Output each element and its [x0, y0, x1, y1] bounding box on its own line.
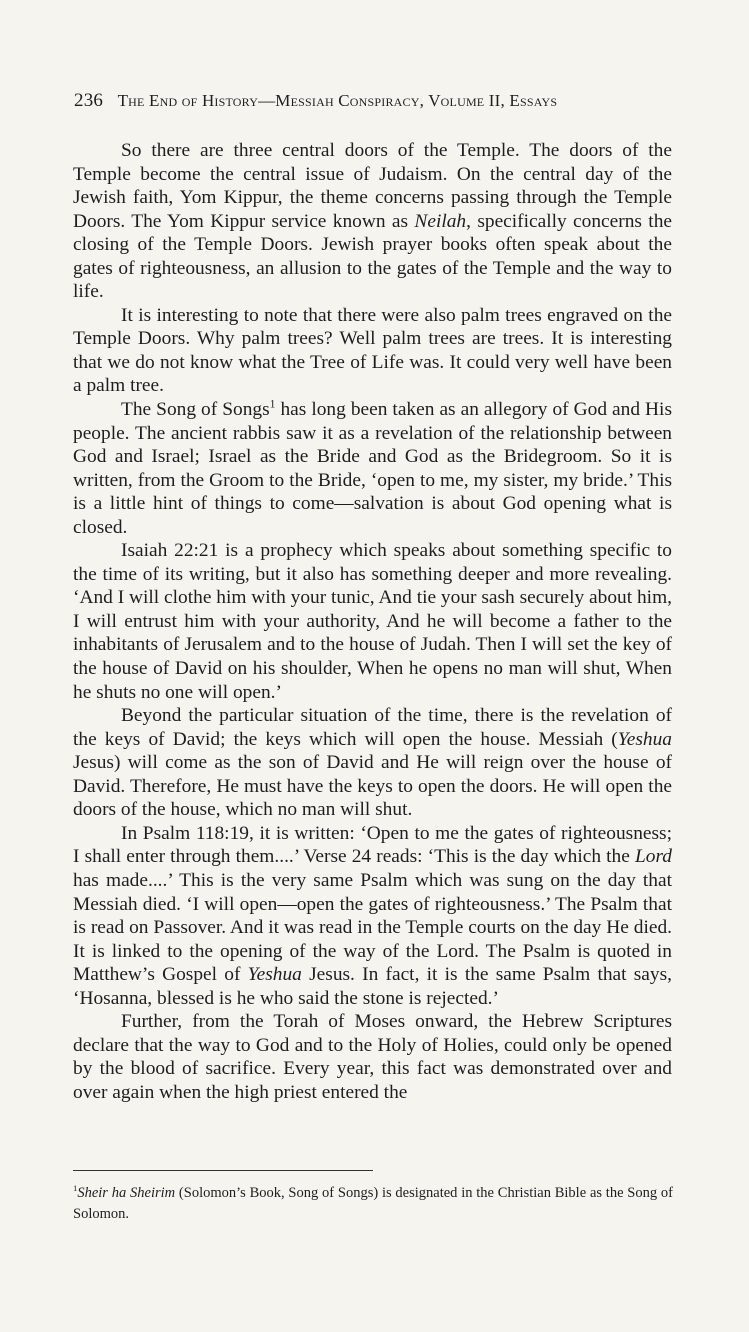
paragraph: Further, from the Torah of Moses onward, the Hebrew Scriptures declare that the way to God and to the Holy of Holies, could only be opened by the blood of sacrifice. Every year, this fact was demonstrated over and over again when the high priest entered the — [73, 1011, 672, 1103]
running-head — [74, 90, 674, 112]
footnote-divider — [73, 1170, 373, 1171]
paragraph: Isaiah 22:21 is a prophecy which speaks about something specific to the time of its writing, but it also has something deeper and more revealing. ‘And I will clothe him with your tunic, And tie your sash securely about him, I will entrust him with your authority, And he will become a father to the inhabitants of Jerusalem and to the house of Judah. Then I will set the key of the house of David on his shoulder, When he opens no man will shut, When he shuts no one will open.’ — [73, 540, 672, 703]
footnote-marker: 1 — [73, 1183, 78, 1194]
paragraph: The Song of Songs$^1$ has long been taken as an allegory of God and His people. The ancient rabbis saw it as a revelation of the relationship between God and Israel; Israel as the Bride and God as the Bridegroom. So it is written, from the Groom to the Bride, ‘open to me, my sister, my bride.’ This is a little hint of things to come—salvation is about God opening what is closed. — [73, 397, 672, 538]
body-text — [73, 139, 672, 1104]
footnote: $^1$Sheir ha Sheirim (Solomon’s Book, Song of Songs) is designated in the Christian Bible as the Song of Solomon. — [73, 1183, 673, 1222]
footnote-ref: 1 — [269, 397, 276, 411]
running-title: The End of History—Messiah Conspiracy, Volume II, Essays — [117, 91, 558, 110]
page-number: 236 — [74, 90, 104, 111]
paragraph: So there are three central doors of the Temple. The doors of the Temple become the central issue of Judaism. On the central day of the Jewish faith, Yom Kippur, the theme concerns passing through the Temple Doors. The Yom Kippur service known as Neilah, specifically concerns the closing of the Temple Doors. Jewish prayer books often speak about the gates of righteousness, an allusion to the gates of the Temple and the way to life. — [73, 140, 672, 303]
paragraph: In Psalm 118:19, it is written: ‘Open to me the gates of righteousness; I shall enter through them....’ Verse 24 reads: ‘This is the day which the Lord has made....’ This is the very same Psalm which was sung on the day that Messiah died. ‘I will open—open the gates of righteousness.’ The Psalm that is read on Passover. And it was read in the Temple courts on the day He died. It is linked to the opening of the way of the Lord. The Psalm is quoted in Matthew’s Gospel of Yeshua Jesus. In fact, it is the same Psalm that says, ‘Hosanna, blessed is he who said the stone is rejected.’ — [73, 822, 672, 1009]
paragraph: Beyond the particular situation of the time, there is the revelation of the keys of David; the keys which will open the house. Messiah (Yeshua Jesus) will come as the son of David and He will reign over the house of David. Therefore, He must have the keys to open the doors. He will open the doors of the house, which no man will shut. — [73, 705, 672, 821]
paragraph: It is interesting to note that there were also palm trees engraved on the Temple Doors. Why palm trees? Well palm trees are trees. It is interesting that we do not know what the Tree of Life was. It could very well have been a palm tree. — [73, 304, 672, 397]
